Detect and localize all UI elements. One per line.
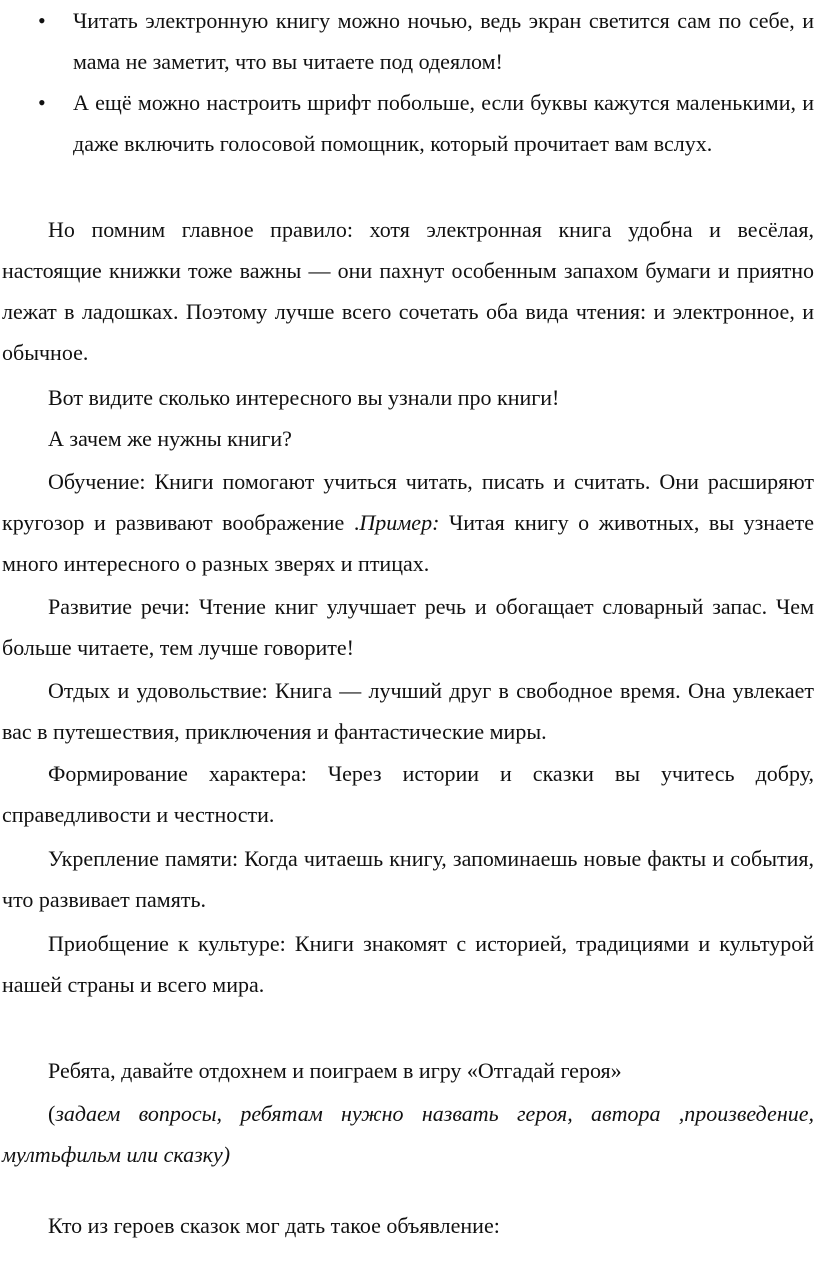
paragraph-instruction bbox=[2, 1093, 814, 1175]
paragraph-why-books: А зачем же нужны книги? bbox=[48, 426, 292, 451]
instruction-open-paren: ( bbox=[48, 1101, 56, 1126]
bullet-text: Читать электронную книгу можно ночью, ведь экран светится сам по себе, и мама не заметит, что вы читаете под одеялом! bbox=[73, 8, 814, 74]
paragraph-learning bbox=[2, 461, 814, 584]
paragraph-game: Ребята, давайте отдохнем и поиграем в игру «Отгадай героя» bbox=[48, 1058, 622, 1083]
bullet-icon: • bbox=[38, 90, 46, 115]
learning-example-label: Пример: bbox=[359, 510, 440, 535]
bullet-item-night-reading bbox=[38, 0, 814, 82]
bullet-icon: • bbox=[38, 8, 46, 33]
paragraph-interesting: Вот видите сколько интересного вы узнали про книги! bbox=[48, 385, 560, 410]
instruction-text: задаем вопросы, ребятам нужно назвать героя, автора ,произведение, мултьфильм или сказку) bbox=[2, 1101, 814, 1167]
learning-example-text: Читая книгу о животных, вы узнаете много интересного о разных зверях и птицах. bbox=[2, 510, 814, 576]
paragraph-speech: Развитие речи: Чтение книг улучшает речь и обогащает словарный запас. Чем больше читаете, тем лучше говорите! bbox=[2, 594, 814, 660]
paragraph-memory: Укрепление памяти: Когда читаешь книгу, запоминаешь новые факты и события, что развивает память. bbox=[2, 846, 814, 912]
bullet-item-font-size bbox=[38, 82, 814, 164]
paragraph-character: Формирование характера: Через истории и сказки вы учитесь добру, справедливости и честности. bbox=[2, 761, 814, 827]
paragraph-main-rule: Но помним главное правило: хотя электронная книга удобна и весёлая, настоящие книжки тоже важны — они пахнут особенным запахом бумаги и приятно лежат в ладошках. Поэтому лучше всего сочетать оба вида чтения: и электронное, и обычное. bbox=[2, 217, 814, 365]
learning-text: Обучение: Книги помогают учиться читать, писать и считать. Они расширяют кругозор и развивают воображение . bbox=[2, 469, 814, 535]
paragraph-question: Кто из героев сказок мог дать такое объявление: bbox=[48, 1213, 500, 1238]
paragraph-rest: Отдых и удовольствие: Книга — лучший друг в свободное время. Она увлекает вас в путешествия, приключения и фантастические миры. bbox=[2, 678, 814, 744]
bullet-text: А ещё можно настроить шрифт побольше, если буквы кажутся маленькими, и даже включить голосовой помощник, который прочитает вам вслух. bbox=[73, 90, 814, 156]
paragraph-culture: Приобщение к культуре: Книги знакомят с историей, традициями и культурой нашей страны и всего мира. bbox=[2, 931, 814, 997]
